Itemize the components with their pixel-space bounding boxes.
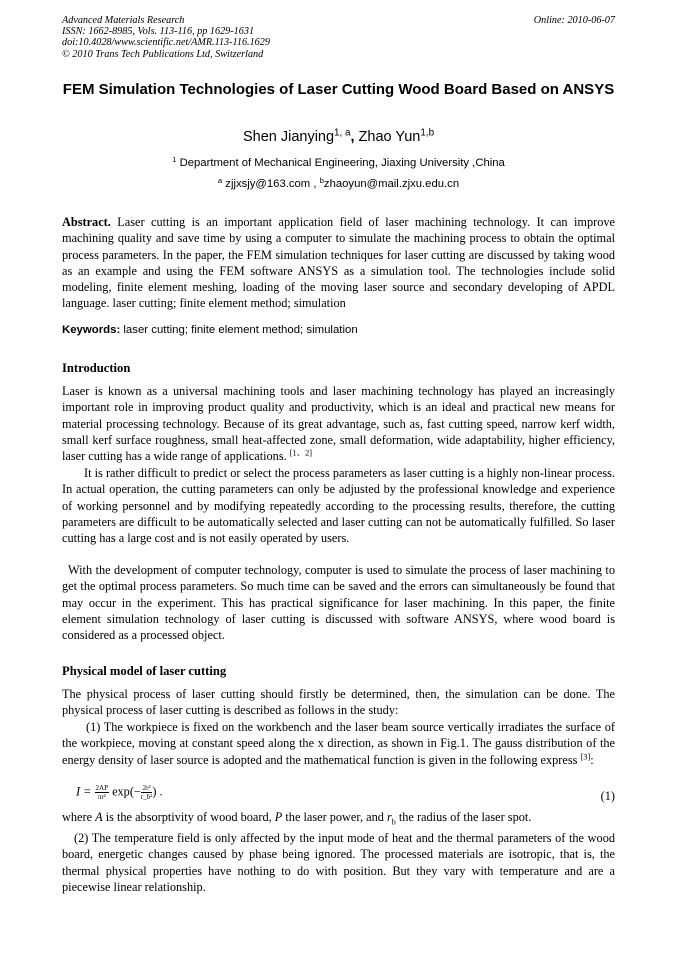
- physical-p2-citation: [3]: [580, 752, 591, 761]
- email-line: [62, 175, 615, 190]
- fraction-2: [141, 784, 152, 801]
- physical-paragraph-1: The physical process of laser cutting should firstly be determined, then, the simulation can be done. The physical process of laser cutting is described as follows in the study:: [62, 687, 615, 718]
- equation-1: [76, 784, 615, 808]
- email-b-mark: b: [319, 175, 324, 185]
- equation-formula: [76, 784, 163, 801]
- fraction-1: [95, 784, 109, 801]
- intro-paragraph-1: [62, 383, 615, 464]
- physical-paragraph-3: (2) The temperature field is only affected by the input mode of heat and the thermal parameters of the wood board, energetic changes caused by phase being ignored. The processed materials are isotropic, that is, the thermal physical properties have nothing to do with position. But they vary with temperature and are a piecewise linear relationship.: [62, 831, 615, 894]
- email-separator: ,: [310, 178, 320, 190]
- abstract-text: Laser cutting is an important application field of laser machining technology. It can improve machining quality and save time by using a computer to simulate the machining process to obtain the optimal process parameters. In the paper, the FEM simulation techniques for laser cutting are discussed by taking wood as an example and using the FEM software ANSYS as a simulation tool. The technologies include solid modeling, finite element meshing, loading of the moving laser source and secondary developing of APDL language. laser cutting; finite element method; simulation: [62, 215, 615, 311]
- author-1-affil-mark: 1, a: [334, 127, 351, 139]
- var-r: r: [386, 810, 392, 824]
- email-a[interactable]: zjjxsjy@163.com: [225, 178, 311, 190]
- author-line: [62, 129, 615, 145]
- fraction-1-denominator: πr²: [97, 793, 106, 801]
- where-text-1: where: [62, 810, 93, 824]
- fraction-1-numerator: 2AP: [95, 784, 108, 792]
- abstract: [62, 214, 615, 312]
- keywords-label: Keywords:: [62, 324, 121, 336]
- keywords-text: laser cutting; finite element method; simulation: [123, 324, 358, 336]
- email-a-mark: a: [217, 175, 223, 185]
- online-date: Online: 2010-06-07: [533, 15, 615, 26]
- author-1: Shen Jianying: [242, 129, 335, 145]
- fraction-2-denominator: r_b²: [140, 793, 153, 801]
- intro-p1-text: Laser is known as a universal machining tools and laser machining technology has played an increasingly important role in improving product quality and productivity, which is an ideal and practical new means for material processing technology. Because of its great advantage, such as, fast cutting speed, narrow kerf width, small kerf surface roughness, small heat-affected zone, small deformation, wide adaptability, higher efficiency, laser cutting has a wide range of applications.: [62, 384, 615, 464]
- fraction-2-numerator: 2r²: [142, 784, 151, 792]
- keywords: [62, 324, 615, 336]
- physical-p2-text: (1) The workpiece is fixed on the workbench and the laser beam source vertically irradiates the surface of the workpiece, moving at constant speed along the x direction, as shown in Fig.1. The gauss distribution of the energy density of laser source is adopted and the mathematical function is given in the following express: [62, 720, 615, 767]
- physical-paragraph-2: [62, 719, 615, 768]
- affiliation-text: Department of Mechanical Engineering, Jiaxing University ,China: [179, 157, 505, 169]
- introduction-heading: Introduction: [62, 361, 131, 375]
- paper-title: FEM Simulation Technologies of Laser Cutting Wood Board Based on ANSYS: [62, 81, 615, 98]
- physical-p2-colon: :: [590, 752, 594, 767]
- equation-close: ) .: [152, 784, 163, 799]
- equation-number: (1): [600, 789, 615, 803]
- var-A: A: [95, 810, 103, 824]
- doi-line[interactable]: doi:10.4028/www.scientific.net/AMR.113-116.1629: [62, 37, 270, 49]
- where-text-2: is the absorptivity of wood board,: [105, 810, 272, 824]
- intro-paragraph-3: With the development of computer technology, computer is used to simulate the process of laser machining to get the optimal process parameters. So much time can be saved and the errors can simultaneously be found that may occur in the experiment. This has practical significance for laser machining. In this paper, the finite element simulation technology of laser cutting is discussed with software ANSYS, where wood board is considered as a processed object.: [62, 563, 615, 643]
- physical-model-heading: Physical model of laser cutting: [62, 664, 227, 678]
- var-P: P: [274, 810, 283, 824]
- intro-p1-citation: [1、2]: [289, 448, 313, 458]
- issn-line: ISSN: 1662-8985, Vols. 113-116, pp 1629-1631: [62, 26, 255, 38]
- author-separator: ,: [350, 129, 359, 145]
- intro-paragraph-2: It is rather difficult to predict or select the process parameters as laser cutting is a highly non-linear process. In actual operation, the cutting parameters can only be adjusted by the professional knowledge and experience of working personnel and by modifying repeatedly according to the processing results, therefore, the cutting parameters are difficult to be automatically selected and laser cutting can not be automatically fulfilled. So laser cutting has a large cost and is not easily operated by users.: [62, 466, 615, 546]
- email-b[interactable]: zhaoyun@mail.zjxu.edu.cn: [323, 178, 460, 190]
- journal-header: [62, 15, 615, 60]
- copyright-line: © 2010 Trans Tech Publications Ltd, Switzerland: [62, 48, 264, 60]
- where-text-3: the laser power, and: [285, 810, 384, 824]
- author-2-affil-mark: 1,b: [420, 127, 435, 139]
- var-r-subscript: b: [391, 817, 396, 827]
- affiliation-mark: 1: [172, 154, 177, 164]
- where-text-4: the radius of the laser spot.: [398, 810, 532, 824]
- equation-lhs: I =: [76, 784, 92, 799]
- abstract-label: Abstract.: [62, 215, 111, 229]
- journal-name: Advanced Materials Research: [62, 15, 185, 26]
- equation-exp: exp(−: [112, 784, 141, 799]
- author-2: Zhao Yun: [358, 129, 421, 145]
- equation-where-clause: [62, 810, 615, 826]
- affiliation: [62, 154, 615, 169]
